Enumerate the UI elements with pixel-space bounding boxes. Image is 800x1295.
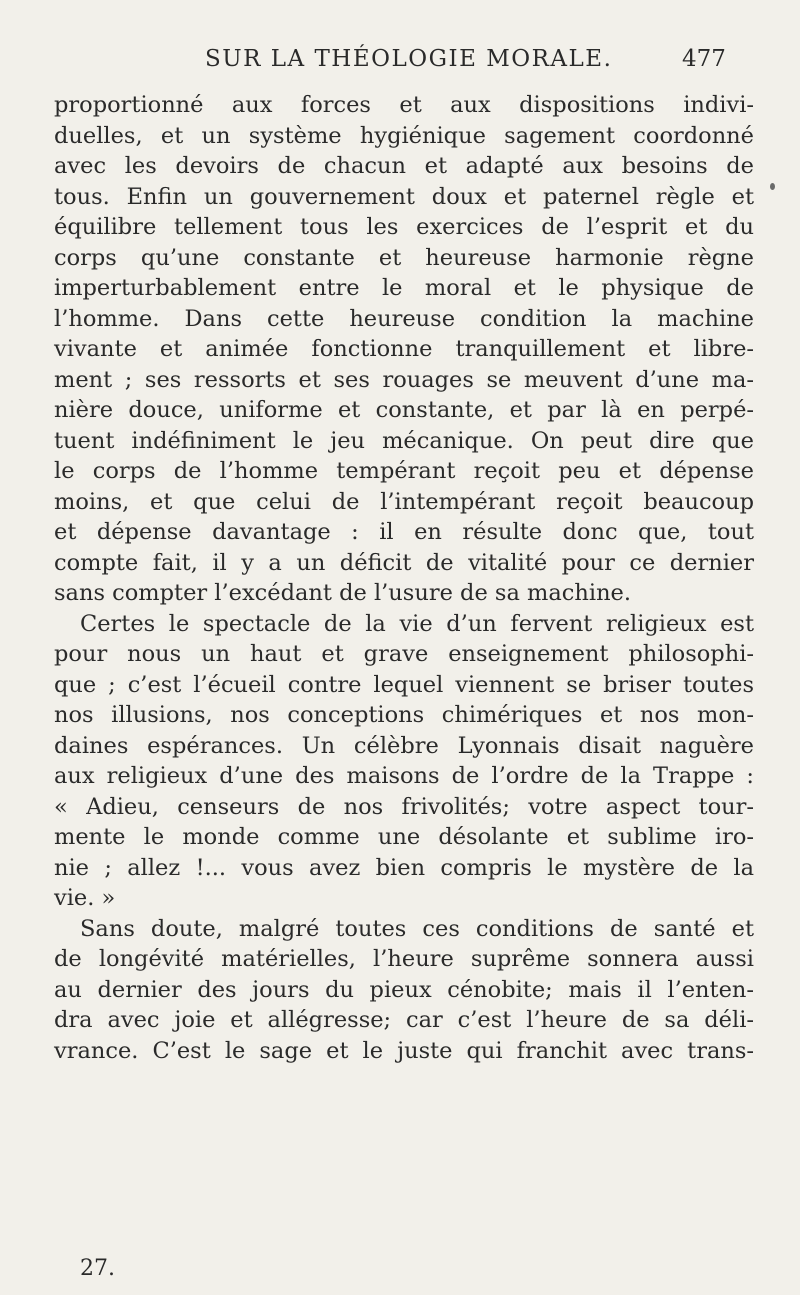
text-line: proportionné aux forces et aux dispositions indivi-: [54, 92, 754, 118]
text-line: daines espérances. Un célèbre Lyonnais disait naguère: [54, 732, 754, 759]
text-line: duelles, et un système hygiénique sagement coordonné: [54, 122, 754, 149]
text-line: pour nous un haut et grave enseignement philosophi-: [54, 641, 754, 667]
text-line: avec les devoirs de chacun et adapté aux besoins de: [54, 153, 754, 179]
text-line: vrance. C’est le sage et le juste qui franchit avec trans-: [54, 1037, 754, 1064]
text-line: équilibre tellement tous les exercices de l’esprit et du: [54, 214, 754, 240]
text-line: que ; c’est l’écueil contre lequel viennent se briser toutes: [54, 671, 754, 698]
margin-mark: [770, 183, 775, 190]
text-line: « Adieu, censeurs de nos frivolités; votre aspect tour-: [54, 793, 754, 820]
text-line: vivante et animée fonctionne tranquillement et libre-: [54, 336, 754, 362]
text-line: nos illusions, nos conceptions chimériques et nos mon-: [54, 702, 754, 728]
text-line: vie. »: [54, 885, 116, 911]
text-line: dra avec joie et allégresse; car c’est l’heure de sa déli-: [54, 1007, 754, 1033]
text-line: le corps de l’homme tempérant reçoit peu et dépense: [54, 458, 754, 484]
text-line: ment ; ses ressorts et ses rouages se meuvent d’une ma-: [54, 366, 754, 393]
text-line: au dernier des jours du pieux cénobite; mais il l’enten-: [54, 976, 754, 1003]
running-head: [0, 46, 800, 80]
text-line: tous. Enfin un gouvernement doux et paternel règle et: [54, 183, 754, 210]
text-line: Sans doute, malgré toutes ces conditions de santé et: [80, 915, 754, 942]
signature-mark: 27.: [80, 1256, 115, 1281]
text-line: nière douce, uniforme et constante, et par là en perpé-: [54, 397, 754, 423]
text-line: compte fait, il y a un déficit de vitalité pour ce dernier: [54, 549, 754, 576]
text-line: et dépense davantage : il en résulte donc que, tout: [54, 519, 754, 545]
text-line: imperturbablement entre le moral et le physique de: [54, 275, 754, 301]
page-number: 477: [682, 46, 726, 72]
text-line: sans compter l’excédant de l’usure de sa machine.: [54, 580, 632, 606]
text-line: l’homme. Dans cette heureuse condition la machine: [54, 305, 754, 332]
text-line: moins, et que celui de l’intempérant reçoit beaucoup: [54, 488, 754, 515]
text-line: de longévité matérielles, l’heure suprême sonnera aussi: [54, 946, 754, 972]
text-line: tuent indéfiniment le jeu mécanique. On peut dire que: [54, 427, 754, 454]
running-title: SUR LA THÉOLOGIE MORALE.: [205, 46, 613, 72]
text-line: aux religieux d’une des maisons de l’ordre de la Trappe :: [54, 763, 754, 789]
text-line: mente le monde comme une désolante et sublime iro-: [54, 824, 754, 850]
text-line: Certes le spectacle de la vie d’un fervent religieux est: [80, 610, 754, 637]
text-line: corps qu’une constante et heureuse harmonie règne: [54, 244, 754, 271]
text-line: nie ; allez !... vous avez bien compris le mystère de la: [54, 854, 754, 881]
body-text: [54, 90, 754, 1066]
